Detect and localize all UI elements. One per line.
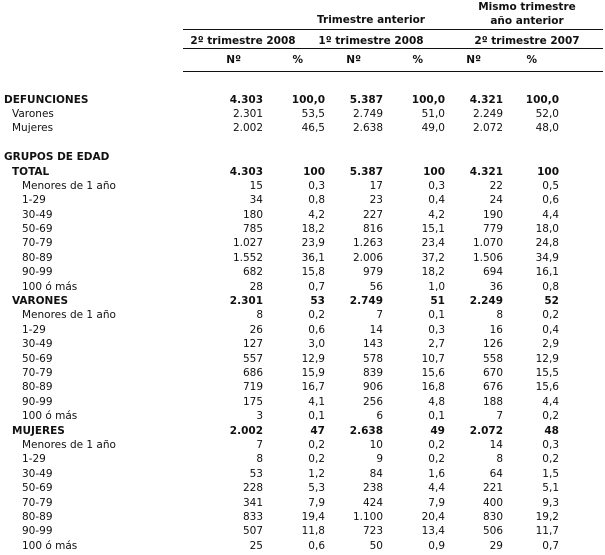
row-label (0, 136, 205, 150)
col3-n-cell: 221 (482, 482, 503, 495)
row-label: 50-69 (22, 482, 53, 495)
col3-n-cell: 8 (496, 453, 503, 466)
row-label: 30-49 (22, 467, 53, 480)
col3-n-cell: 16 (489, 323, 503, 336)
table-row (0, 136, 563, 150)
col3-pct-cell: 48 (544, 424, 559, 437)
col2-pct-cell: 0,1 (428, 410, 445, 423)
row-label: GRUPOS DE EDAD (4, 151, 110, 164)
col2-n-cell: 9 (376, 453, 383, 466)
subheader-bottom-rule (183, 71, 603, 72)
row-label: MUJERES (12, 424, 65, 437)
col1-pct-label: % (292, 54, 303, 67)
col3-pct-cell: 0,7 (542, 539, 559, 552)
col2-title-header: Trimestre anterior (317, 14, 425, 26)
col1-pct-cell: 36,1 (301, 251, 325, 264)
col3-pct-cell (503, 136, 563, 150)
col3-n-cell: 4.321 (469, 165, 503, 178)
row-label: VARONES (12, 295, 69, 308)
col1-period-header: 2º trimestre 2008 (190, 35, 296, 47)
col1-n-cell: 4.303 (229, 93, 263, 106)
row-label: 90-99 (22, 395, 53, 408)
col1-n-cell: 785 (242, 223, 263, 236)
col1-pct-cell: 19,4 (301, 510, 325, 523)
col1-n-cell: 34 (249, 194, 263, 207)
col3-n-cell: 14 (489, 438, 503, 451)
col2-n-cell: 56 (369, 280, 383, 293)
row-label: 90-99 (22, 266, 53, 279)
col2-n-cell: 7 (376, 309, 383, 322)
col2-pct-cell: 0,4 (428, 194, 445, 207)
col1-n-cell: 2.002 (229, 424, 263, 437)
row-label: 1-29 (22, 323, 46, 336)
col1-n-cell (205, 136, 263, 150)
col3-n-cell: 22 (489, 179, 503, 192)
row-label: 70-79 (22, 496, 53, 509)
col1-pct-cell: 0,8 (308, 194, 325, 207)
col2-pct-cell: 100 (423, 165, 445, 178)
col3-pct-cell: 15,5 (535, 367, 559, 379)
table-row (0, 323, 563, 337)
col1-pct-cell: 23,9 (301, 237, 325, 250)
col3-n-cell: 670 (482, 367, 503, 379)
table-row (0, 222, 563, 236)
col2-n-cell (325, 78, 383, 92)
col2-pct-cell: 23,4 (421, 237, 445, 250)
col1-n-cell: 127 (242, 338, 263, 351)
col3-n-cell: 36 (489, 280, 503, 293)
col1-pct-cell: 7,9 (308, 496, 325, 509)
table-row (0, 251, 563, 265)
col1-n-cell: 557 (242, 352, 263, 365)
col1-pct-cell: 0,1 (308, 410, 325, 423)
table-row (0, 193, 563, 207)
col3-pct-cell: 1,5 (542, 467, 559, 480)
col1-pct-cell: 15,9 (301, 367, 325, 379)
row-label: 50-69 (22, 223, 53, 236)
col1-pct-cell: 4,1 (308, 395, 325, 408)
table-row (0, 107, 563, 121)
col3-n-cell: 558 (482, 352, 503, 365)
col2-pct-cell: 51,0 (421, 107, 445, 120)
col2-pct-cell: 0,9 (428, 539, 445, 552)
col2-n-cell: 2.749 (352, 107, 383, 120)
col3-pct-cell: 100 (537, 165, 559, 178)
col1-pct-cell: 0,2 (308, 309, 325, 322)
col2-n-cell: 238 (362, 482, 383, 495)
col1-pct-cell: 46,5 (301, 122, 325, 135)
col1-pct-cell (263, 78, 325, 92)
table-row (0, 495, 563, 509)
col2-period-header: 1º trimestre 2008 (318, 35, 424, 47)
col1-n-cell (205, 150, 263, 164)
col3-n-cell: 64 (489, 467, 503, 480)
col3-n-cell: 188 (482, 395, 503, 408)
col2-n-cell: 2.638 (352, 122, 383, 135)
col2-pct-cell: 18,2 (421, 266, 445, 279)
col1-n-cell: 2.301 (232, 107, 263, 120)
col3-n-cell: 2.249 (472, 107, 503, 120)
col1-pct-cell: 0,2 (308, 453, 325, 466)
col1-n-cell: 175 (242, 395, 263, 408)
col3-n-cell: 400 (482, 496, 503, 509)
col3-pct-cell: 52,0 (535, 107, 559, 120)
col2-pct-cell: 7,9 (428, 496, 445, 509)
col2-pct-cell: 13,4 (421, 525, 445, 538)
col3-pct-cell: 0,8 (542, 280, 559, 293)
col2-pct-cell: 0,3 (428, 323, 445, 336)
table-row (0, 279, 563, 293)
col2-n-cell: 906 (362, 381, 383, 394)
col2-n-cell (325, 136, 383, 150)
row-label: Mujeres (12, 122, 54, 135)
row-label: Varones (12, 107, 54, 120)
col1-n-cell: 26 (249, 323, 263, 336)
col3-pct-cell: 48,0 (535, 122, 559, 135)
col3-n-cell: 676 (482, 381, 503, 394)
row-label (0, 78, 205, 92)
col2-n-cell: 839 (362, 367, 383, 379)
col3-pct-cell: 16,1 (535, 266, 559, 279)
subheader-label-cell (0, 53, 183, 67)
header-top-rule (183, 29, 603, 30)
col2-n-cell: 17 (369, 179, 383, 192)
col2-pct-cell (383, 78, 445, 92)
col1-n-cell: 228 (242, 482, 263, 495)
table-row (0, 337, 563, 351)
subheader-row (0, 53, 541, 67)
col2-pct-cell: 51 (430, 295, 445, 308)
col3-pct-cell: 0,4 (542, 323, 559, 336)
col1-pct-cell: 0,6 (308, 323, 325, 336)
col3-title-header-line1: Mismo trimestre (478, 1, 576, 13)
col1-pct-cell: 18,2 (301, 223, 325, 236)
table-row (0, 236, 563, 250)
col1-pct-cell: 4,2 (308, 208, 325, 221)
col1-pct-cell: 100 (303, 165, 325, 178)
col3-pct-cell: 34,9 (535, 251, 559, 264)
row-label: 30-49 (22, 338, 53, 351)
col2-n-cell: 14 (369, 323, 383, 336)
col3-pct-cell: 5,1 (542, 482, 559, 495)
col3-pct-cell: 11,7 (535, 525, 559, 538)
col2-pct-label: % (412, 54, 423, 67)
col3-n-cell: 4.321 (469, 93, 503, 106)
col1-n-cell: 341 (242, 496, 263, 509)
data-table (0, 78, 563, 553)
col2-n-cell: 84 (369, 467, 383, 480)
col2-n-cell: 143 (362, 338, 383, 351)
col1-n-cell: 3 (256, 410, 263, 423)
col1-pct-cell: 47 (310, 424, 325, 437)
col3-n-cell: 29 (489, 539, 503, 552)
table-row (0, 467, 563, 481)
table-row (0, 265, 563, 279)
row-label: 100 ó más (22, 280, 78, 293)
row-label: 90-99 (22, 525, 53, 538)
col2-n-cell: 1.100 (352, 510, 383, 523)
col2-n-cell: 723 (362, 525, 383, 538)
table-row (0, 510, 563, 524)
table-row (0, 438, 563, 452)
col3-pct-cell: 18,0 (535, 223, 559, 236)
col3-pct-cell (503, 150, 563, 164)
col3-n-cell: 779 (482, 223, 503, 236)
col3-pct-cell: 24,8 (535, 237, 559, 250)
col3-n-cell (445, 78, 503, 92)
col2-n-cell: 10 (369, 438, 383, 451)
col1-n-cell: 1.027 (232, 237, 263, 250)
col1-pct-cell: 53,5 (301, 107, 325, 120)
col2-pct-cell: 1,0 (428, 280, 445, 293)
col2-pct-cell: 15,1 (421, 223, 445, 236)
col1-pct-cell (263, 136, 325, 150)
header-mid-rule (183, 48, 603, 49)
col1-n-cell: 53 (249, 467, 263, 480)
col2-n-cell: 5.387 (349, 93, 383, 106)
table-row (0, 294, 563, 308)
col3-pct-cell: 0,3 (542, 438, 559, 451)
col3-pct-cell: 2,9 (542, 338, 559, 351)
col3-pct-cell: 12,9 (535, 352, 559, 365)
col1-pct-cell: 15,8 (301, 266, 325, 279)
col2-pct-cell: 15,6 (421, 367, 445, 379)
table-row (0, 208, 563, 222)
col2-pct-cell: 49,0 (421, 122, 445, 135)
col3-pct-cell: 52 (544, 295, 559, 308)
col3-n-cell: 190 (482, 208, 503, 221)
col3-pct-cell: 0,2 (542, 410, 559, 423)
table-row (0, 78, 563, 92)
row-label: 80-89 (22, 510, 53, 523)
col1-n-cell: 4.303 (229, 165, 263, 178)
row-label: DEFUNCIONES (4, 93, 89, 106)
col3-n-cell: 126 (482, 338, 503, 351)
col3-pct-cell: 0,2 (542, 453, 559, 466)
col1-n-cell (205, 78, 263, 92)
col2-n-cell: 2.749 (349, 295, 383, 308)
col3-pct-cell: 0,6 (542, 194, 559, 207)
col2-n-cell: 2.638 (349, 424, 383, 437)
col3-n-cell: 1.506 (472, 251, 503, 264)
col3-n-label: Nº (466, 54, 481, 67)
table-row (0, 524, 563, 538)
row-label: TOTAL (12, 165, 50, 178)
col2-pct-cell: 1,6 (428, 467, 445, 480)
col1-pct-cell: 0,2 (308, 438, 325, 451)
col3-n-cell (445, 136, 503, 150)
col3-n-cell: 830 (482, 510, 503, 523)
col1-n-cell: 180 (242, 208, 263, 221)
col3-pct-cell: 19,2 (535, 510, 559, 523)
col1-pct-cell: 0,6 (308, 539, 325, 552)
col3-n-cell: 2.249 (469, 295, 503, 308)
col2-n-cell: 979 (362, 266, 383, 279)
col2-pct-cell: 37,2 (421, 251, 445, 264)
row-label: 1-29 (22, 453, 46, 466)
col1-n-cell: 833 (242, 510, 263, 523)
col1-n-cell: 15 (249, 179, 263, 192)
row-label: 1-29 (22, 194, 46, 207)
col1-pct-cell: 16,7 (301, 381, 325, 394)
col1-pct-cell (263, 150, 325, 164)
col1-n-cell: 8 (256, 309, 263, 322)
row-label: 70-79 (22, 237, 53, 250)
col2-pct-cell: 10,7 (421, 352, 445, 365)
col2-pct-cell (383, 150, 445, 164)
col2-n-cell: 424 (362, 496, 383, 509)
col3-pct-cell (503, 78, 563, 92)
col2-pct-cell: 0,2 (428, 453, 445, 466)
table-row (0, 121, 563, 135)
col1-pct-cell: 0,7 (308, 280, 325, 293)
col2-pct-cell: 20,4 (421, 510, 445, 523)
col3-n-cell: 8 (496, 309, 503, 322)
col3-period-header: 2º trimestre 2007 (474, 35, 580, 47)
col3-pct-cell: 0,2 (542, 309, 559, 322)
col3-pct-cell: 4,4 (542, 395, 559, 408)
col1-n-cell: 719 (242, 381, 263, 394)
col2-n-cell: 5.387 (349, 165, 383, 178)
col3-title-header-line2: año anterior (490, 15, 564, 27)
row-label: 30-49 (22, 208, 53, 221)
col1-n-label: Nº (226, 54, 241, 67)
col2-pct-cell: 0,2 (428, 438, 445, 451)
col2-n-cell: 23 (369, 194, 383, 207)
col1-n-cell: 7 (256, 438, 263, 451)
col2-n-cell (325, 150, 383, 164)
col1-pct-cell: 0,3 (308, 179, 325, 192)
col1-n-cell: 507 (242, 525, 263, 538)
col1-n-cell: 2.301 (229, 295, 263, 308)
col2-pct-cell: 4,8 (428, 395, 445, 408)
col1-n-cell: 28 (249, 280, 263, 293)
col1-n-cell: 2.002 (232, 122, 263, 135)
col3-n-cell: 7 (496, 410, 503, 423)
table-row (0, 395, 563, 409)
col2-n-cell: 2.006 (352, 251, 383, 264)
table-row (0, 423, 563, 437)
col2-pct-cell (383, 136, 445, 150)
row-label: Menores de 1 año (22, 309, 116, 322)
table-row (0, 92, 563, 106)
col1-n-cell: 25 (249, 539, 263, 552)
row-label: 100 ó más (22, 410, 78, 423)
col2-pct-cell: 49 (430, 424, 445, 437)
table-row (0, 164, 563, 178)
table-row (0, 380, 563, 394)
col2-pct-cell: 4,4 (428, 482, 445, 495)
col1-n-cell: 1.552 (232, 251, 263, 264)
col3-n-cell: 2.072 (469, 424, 503, 437)
col2-pct-cell: 4,2 (428, 208, 445, 221)
row-label: Menores de 1 año (22, 179, 116, 192)
col1-pct-cell: 3,0 (308, 338, 325, 351)
col1-n-cell: 8 (256, 453, 263, 466)
col2-n-label: Nº (346, 54, 361, 67)
col3-pct-cell: 0,5 (542, 179, 559, 192)
col3-pct-cell: 4,4 (542, 208, 559, 221)
row-label: 80-89 (22, 251, 53, 264)
col3-n-cell (445, 150, 503, 164)
col3-pct-cell: 9,3 (542, 496, 559, 509)
col2-pct-cell: 2,7 (428, 338, 445, 351)
col2-pct-cell: 0,1 (428, 309, 445, 322)
col2-n-cell: 6 (376, 410, 383, 423)
table-row (0, 481, 563, 495)
row-label: 50-69 (22, 352, 53, 365)
col1-pct-cell: 5,3 (308, 482, 325, 495)
table-row (0, 452, 563, 466)
table-row (0, 179, 563, 193)
col2-n-cell: 50 (369, 539, 383, 552)
table-row (0, 409, 563, 423)
col2-n-cell: 1.263 (352, 237, 383, 250)
col1-pct-cell: 12,9 (301, 352, 325, 365)
row-label: Menores de 1 año (22, 438, 116, 451)
row-label: 80-89 (22, 381, 53, 394)
col2-n-cell: 578 (362, 352, 383, 365)
row-label: 100 ó más (22, 539, 78, 552)
col3-pct-cell: 15,6 (535, 381, 559, 394)
col2-pct-cell: 16,8 (421, 381, 445, 394)
col1-pct-cell: 1,2 (308, 467, 325, 480)
col3-pct-cell: 100,0 (525, 93, 559, 106)
col3-pct-label: % (526, 54, 537, 67)
row-label: 70-79 (22, 367, 53, 379)
col3-n-cell: 506 (482, 525, 503, 538)
data-table-body (0, 78, 563, 553)
col2-pct-cell: 0,3 (428, 179, 445, 192)
col3-n-cell: 24 (489, 194, 503, 207)
col3-n-cell: 2.072 (472, 122, 503, 135)
col1-pct-cell: 100,0 (291, 93, 325, 106)
table-row (0, 351, 563, 365)
table-row (0, 366, 563, 380)
table-row (0, 150, 563, 164)
table-row (0, 308, 563, 322)
col1-n-cell: 682 (242, 266, 263, 279)
col2-n-cell: 816 (362, 223, 383, 236)
col2-n-cell: 227 (362, 208, 383, 221)
col3-n-cell: 1.070 (472, 237, 503, 250)
table-row (0, 539, 563, 553)
col2-n-cell: 256 (362, 395, 383, 408)
col1-pct-cell: 53 (310, 295, 325, 308)
col3-n-cell: 694 (482, 266, 503, 279)
col1-n-cell: 686 (242, 367, 263, 379)
col1-pct-cell: 11,8 (301, 525, 325, 538)
col2-pct-cell: 100,0 (411, 93, 445, 106)
